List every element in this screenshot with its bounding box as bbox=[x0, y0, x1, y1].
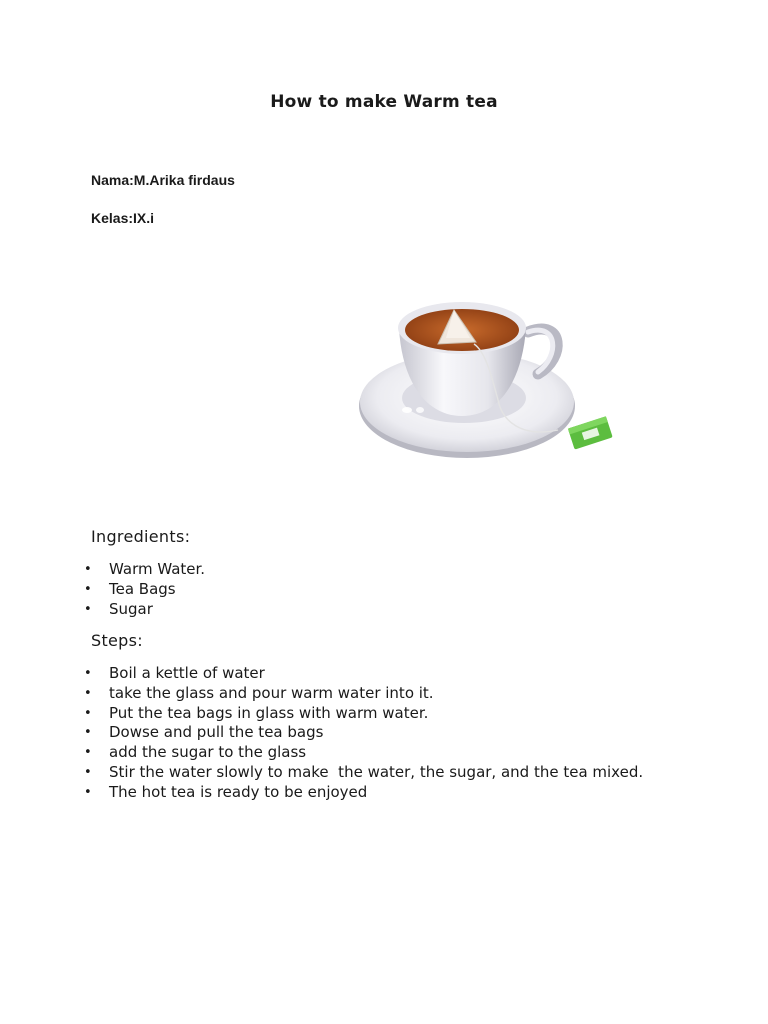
ingredients-list bbox=[82, 560, 205, 619]
list-item: • Put the tea bags in glass with warm water. bbox=[82, 704, 643, 724]
student-name: Nama:M.Arika firdaus bbox=[91, 172, 235, 188]
list-item: • Boil a kettle of water bbox=[82, 664, 643, 684]
ingredients-heading: Ingredients: bbox=[91, 527, 191, 546]
list-item: • Warm Water. bbox=[82, 560, 205, 580]
steps-heading: Steps: bbox=[91, 631, 143, 650]
list-item: • Dowse and pull the tea bags bbox=[82, 723, 643, 743]
list-item: • Sugar bbox=[82, 600, 205, 620]
tea-cup-illustration bbox=[352, 288, 622, 468]
list-item: • Tea Bags bbox=[82, 580, 205, 600]
page-title: How to make Warm tea bbox=[270, 92, 498, 112]
steps-list bbox=[82, 664, 643, 803]
list-item: • Stir the water slowly to make the water, the sugar, and the tea mixed. bbox=[82, 763, 643, 783]
list-item: • take the glass and pour warm water into it. bbox=[82, 684, 643, 704]
student-class: Kelas:IX.i bbox=[91, 210, 155, 226]
tea-cup-with-teabag-icon bbox=[352, 288, 622, 468]
list-item: • The hot tea is ready to be enjoyed bbox=[82, 783, 643, 803]
list-item: • add the sugar to the glass bbox=[82, 743, 643, 763]
